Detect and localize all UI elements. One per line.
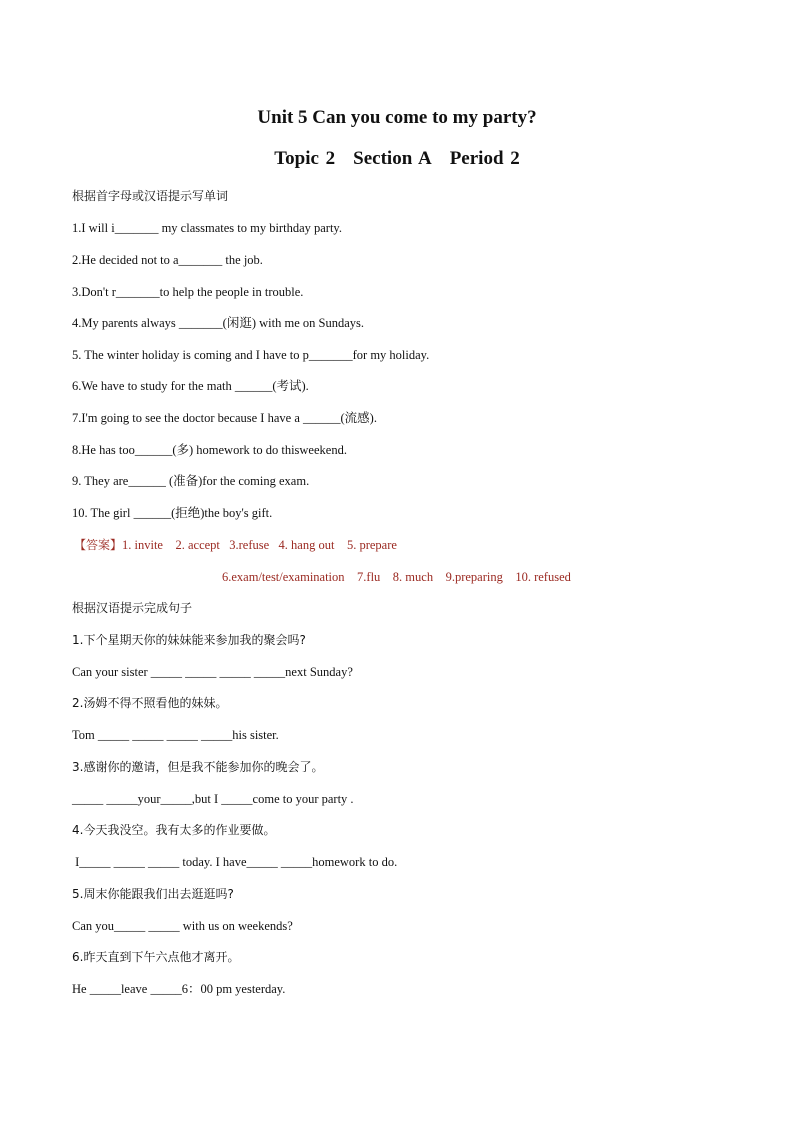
part1-item: 6.We have to study for the math ______(考试). xyxy=(72,379,309,393)
part2-heading: 根据汉语提示完成句子 xyxy=(72,601,193,615)
part2-item-english: _____ _____your_____,but I _____come to your party . xyxy=(72,792,354,806)
part1-item: 9. They are______ (准备)for the coming exam. xyxy=(72,474,310,488)
part2-item-chinese: 1.下个星期天你的妹妹能来参加我的聚会吗? xyxy=(72,633,306,647)
part2-item-english: Can your sister _____ _____ _____ _____next Sunday? xyxy=(72,665,353,679)
part1-item: 5. The winter holiday is coming and I have to p_______for my holiday. xyxy=(72,348,430,362)
part2-item-chinese: 6.昨天直到下午六点他才离开。 xyxy=(72,950,240,964)
unit-title: Unit 5 Can you come to my party? xyxy=(257,107,537,128)
part2-item-english: Can you_____ _____ with us on weekends? xyxy=(72,919,293,933)
part1-heading: 根据首字母或汉语提示写单词 xyxy=(72,189,229,203)
answer-tag: 【答案】 xyxy=(74,538,123,552)
answer-line-2: 6.exam/test/examination 7.flu 8. much 9.preparing 10. refused xyxy=(222,570,571,584)
part1-item: 3.Don't r_______to help the people in trouble. xyxy=(72,285,304,299)
part2-item-chinese: 2.汤姆不得不照看他的妹妹。 xyxy=(72,696,228,710)
part2-item-chinese: 4.今天我没空。我有太多的作业要做。 xyxy=(72,823,276,837)
section-label: Section A xyxy=(353,148,432,169)
part1-item: 4.My parents always _______(闲逛) with me on Sundays. xyxy=(72,316,364,330)
part1-item: 1.I will i_______ my classmates to my birthday party. xyxy=(72,221,342,235)
part2-item-english: He _____leave _____6：00 pm yesterday. xyxy=(72,982,286,996)
period-label: Period 2 xyxy=(449,148,520,169)
part1-item: 10. The girl ______(拒绝)the boy's gift. xyxy=(72,506,273,520)
answer-line-1 xyxy=(74,537,397,553)
part1-item: 7.I'm going to see the doctor because I have a ______(流感). xyxy=(72,411,377,425)
part2-item-english: Tom _____ _____ _____ _____his sister. xyxy=(72,728,279,742)
part1-item: 2.He decided not to a_______ the job. xyxy=(72,253,263,267)
topic-label: Topic 2 xyxy=(274,148,336,169)
part2-item-chinese: 3.感谢你的邀请，但是我不能参加你的晚会了。 xyxy=(72,760,324,774)
part1-item: 8.He has too______(多) homework to do thisweekend. xyxy=(72,443,347,457)
part2-item-english: I_____ _____ _____ today. I have_____ _____homework to do. xyxy=(72,855,398,869)
part2-item-chinese: 5.周末你能跟我们出去逛逛吗? xyxy=(72,887,234,901)
topic-section-period xyxy=(0,148,794,170)
answer-text-1: 1. invite 2. accept 3.refuse 4. hang out 5. prepare xyxy=(122,538,397,552)
